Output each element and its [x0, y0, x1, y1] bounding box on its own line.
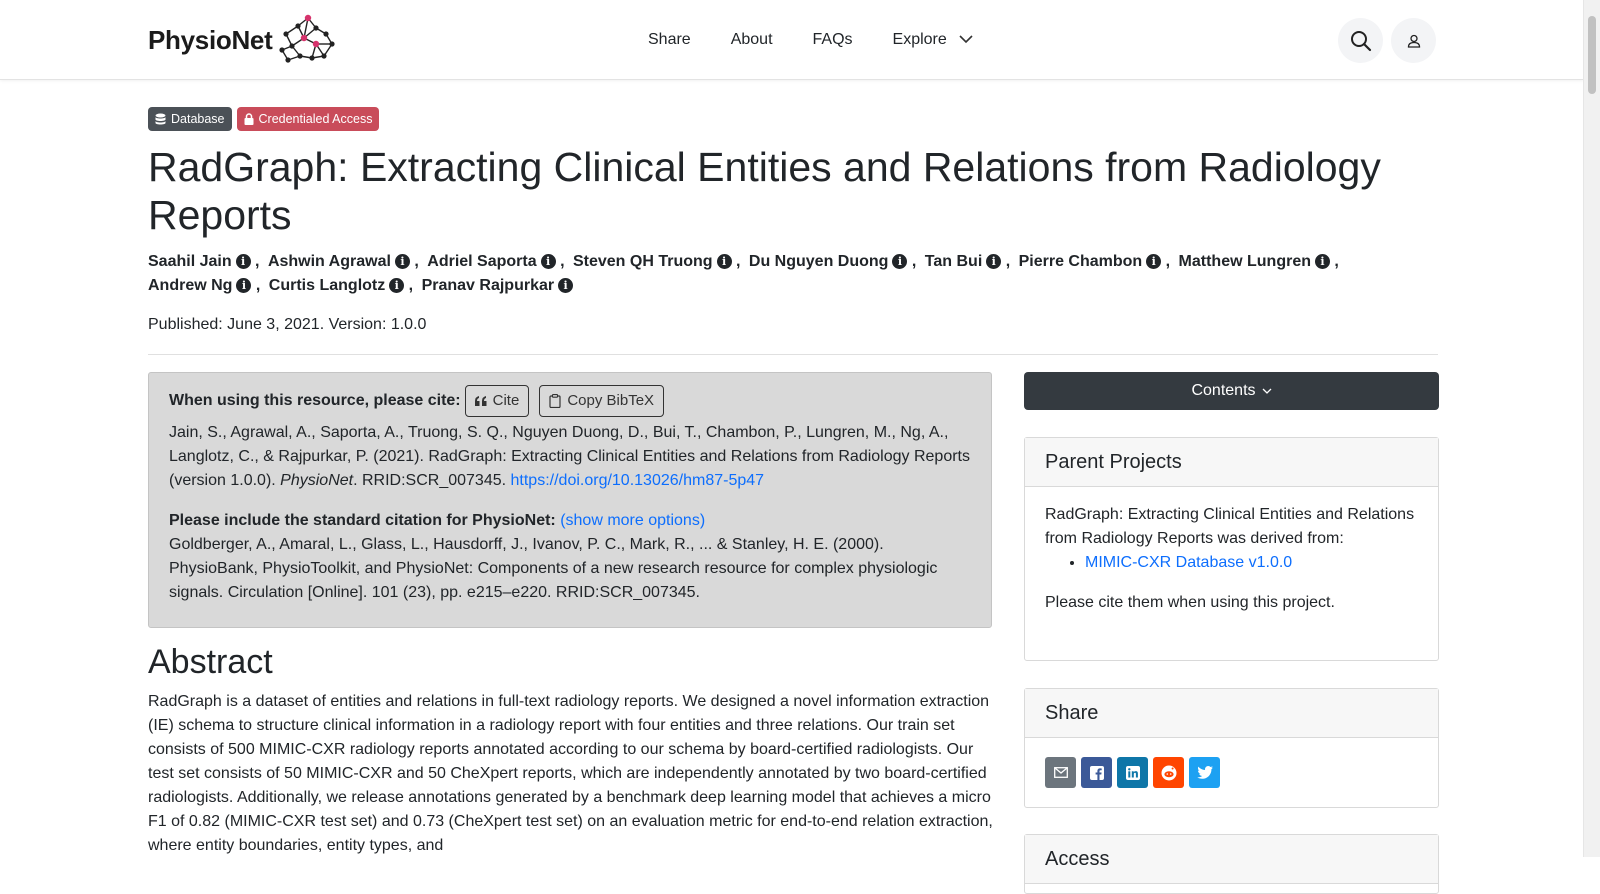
- list-item: [1085, 551, 1418, 575]
- author-separator: ,: [404, 277, 414, 294]
- header-divider: [148, 354, 1438, 355]
- lock-icon: [244, 113, 254, 125]
- author-item: [148, 274, 260, 298]
- author-info-icon[interactable]: i: [389, 278, 404, 293]
- contents-button-label: Contents: [1191, 382, 1256, 399]
- abstract-heading: Abstract: [148, 643, 273, 681]
- scrollbar-thumb[interactable]: [1588, 16, 1596, 94]
- standard-citation-text: Goldberger, A., Amaral, L., Glass, L., Hausdorff, J., Ivanov, P. C., Mark, R., ... & Stanley, H. E. (2000). PhysioBank, PhysioToolkit, and PhysioNet: Components of a new research resource for complex physiologic signals. Circulation [Online]. 101 (23), pp. e215–e220. RRID:SCR_007345.: [169, 536, 938, 601]
- author-info-icon[interactable]: i: [541, 254, 556, 269]
- copy-bibtex-label: Copy BibTeX: [567, 392, 655, 409]
- chevron-down-icon: [1262, 388, 1272, 395]
- facebook-icon: [1090, 766, 1104, 780]
- copy-bibtex-button[interactable]: [539, 385, 664, 417]
- credentialed-access-badge: [237, 107, 380, 131]
- author-name: Matthew Lungren: [1178, 253, 1311, 270]
- nav-about[interactable]: About: [730, 30, 773, 48]
- search-button[interactable]: [1338, 18, 1383, 63]
- author-separator: ,: [251, 277, 261, 294]
- author-item: [1019, 250, 1170, 274]
- envelope-icon: [1054, 767, 1068, 778]
- database-badge: [148, 107, 232, 131]
- project-badges: [148, 107, 384, 131]
- nav-explore-dropdown[interactable]: [893, 31, 973, 49]
- brand-logo-link[interactable]: [148, 14, 336, 66]
- brand-name: PhysioNet: [148, 24, 273, 55]
- author-name: Tan Bui: [924, 253, 983, 270]
- author-name: Pierre Chambon: [1018, 253, 1143, 270]
- nav-explore-label: Explore: [892, 30, 947, 48]
- author-separator: ,: [1161, 253, 1171, 270]
- database-badge-label: Database: [171, 112, 225, 126]
- share-card: [1024, 688, 1439, 808]
- citation-doi-link[interactable]: https://doi.org/10.13026/hm87-5p47: [510, 472, 765, 489]
- chevron-down-icon: [959, 35, 973, 44]
- author-info-icon[interactable]: i: [1315, 254, 1330, 269]
- share-card-title: Share: [1025, 689, 1438, 738]
- author-name: Pranav Rajpurkar: [421, 277, 555, 294]
- quote-icon: [475, 396, 487, 406]
- author-separator: ,: [250, 253, 260, 270]
- author-name: Ashwin Agrawal: [267, 253, 391, 270]
- author-info-icon[interactable]: i: [558, 278, 573, 293]
- clipboard-icon: [549, 394, 561, 408]
- nav-share[interactable]: Share: [648, 30, 691, 48]
- mimic-cxr-link[interactable]: MIMIC-CXR Database v1.0.0: [1085, 554, 1293, 571]
- parent-projects-list: [1045, 551, 1418, 575]
- standard-citation: [169, 509, 971, 605]
- physionet-network-logo-icon: [278, 14, 336, 66]
- account-button[interactable]: [1391, 18, 1436, 63]
- citation-text: [169, 421, 971, 493]
- author-info-icon[interactable]: i: [892, 254, 907, 269]
- access-card-title: Access: [1025, 835, 1438, 884]
- abstract-text: RadGraph is a dataset of entities and relations in full-text radiology reports. We designed a novel information extraction (IE) schema to structure clinical information in a radiology report with four entities and three relations. Our train set consists of 500 MIMIC-CXR radiology reports annotated according to our schema by board-certified radiologists. Our test set consists of 50 MIMIC-CXR and 50 CheXpert reports, which are independently annotated by two board-certified radiologists. Additionally, we release annotations generated by a benchmark deep learning model that achieves a micro F1 of 0.82 (MIMIC-CXR test set) and 0.73 (CheXpert test set) on an evaluation metric for end-to-end relation extraction, where entity boundaries, entity types, and: [148, 693, 993, 854]
- author-name: Adriel Saporta: [427, 253, 537, 270]
- citation-journal: PhysioNet: [280, 472, 354, 489]
- author-info-icon[interactable]: i: [236, 278, 251, 293]
- share-twitter-button[interactable]: [1189, 757, 1220, 788]
- author-separator: ,: [731, 253, 741, 270]
- author-info-icon[interactable]: i: [717, 254, 732, 269]
- author-item: [1179, 250, 1339, 274]
- nav-faqs[interactable]: FAQs: [812, 30, 853, 48]
- reddit-icon: [1161, 765, 1177, 781]
- author-name: Curtis Langlotz: [268, 277, 386, 294]
- author-item: [427, 250, 564, 274]
- database-icon: [155, 113, 166, 125]
- published-info: Published: June 3, 2021. Version: 1.0.0: [148, 316, 427, 333]
- author-separator: ,: [1001, 253, 1011, 270]
- twitter-icon: [1197, 766, 1213, 779]
- author-name: Saahil Jain: [148, 253, 232, 270]
- author-name: Andrew Ng: [148, 277, 233, 294]
- share-email-button[interactable]: [1045, 757, 1076, 788]
- citation-heading: When using this resource, please cite:: [169, 392, 461, 409]
- linkedin-icon: [1126, 766, 1140, 780]
- cite-button[interactable]: [465, 385, 530, 417]
- author-separator: ,: [1329, 253, 1339, 270]
- author-separator: ,: [555, 253, 565, 270]
- access-card: [1024, 834, 1439, 894]
- author-info-icon[interactable]: i: [1146, 254, 1161, 269]
- credentialed-access-label: Credentialed Access: [258, 112, 373, 126]
- author-name: Du Nguyen Duong: [748, 253, 889, 270]
- author-item: [148, 250, 259, 274]
- page-title: RadGraph: Extracting Clinical Entities and Relations from Radiology Reports: [148, 144, 1381, 238]
- author-item: [749, 250, 916, 274]
- author-info-icon[interactable]: i: [236, 254, 251, 269]
- author-info-icon[interactable]: i: [986, 254, 1001, 269]
- author-item: [573, 250, 740, 274]
- citation-rrid: . RRID:SCR_007345.: [353, 472, 507, 489]
- person-icon: [1407, 34, 1421, 48]
- author-item: [422, 274, 574, 298]
- standard-citation-heading: Please include the standard citation for PhysioNet:: [169, 512, 556, 529]
- share-reddit-button[interactable]: [1153, 757, 1184, 788]
- parent-projects-intro: RadGraph: Extracting Clinical Entities and Relations from Radiology Reports was derived from:: [1045, 506, 1415, 547]
- main-nav: [648, 0, 1013, 79]
- show-more-options-link[interactable]: (show more options): [560, 512, 706, 529]
- author-name: Steven QH Truong: [572, 253, 713, 270]
- citation-box: [148, 372, 992, 628]
- contents-dropdown-button[interactable]: [1024, 372, 1439, 410]
- top-navbar: [0, 0, 1584, 80]
- cite-button-label: Cite: [492, 392, 520, 409]
- author-item: [268, 250, 419, 274]
- author-list: [148, 250, 1438, 298]
- author-info-icon[interactable]: i: [395, 254, 410, 269]
- parent-projects-outro: Please cite them when using this project.: [1045, 594, 1335, 611]
- author-item: [925, 250, 1010, 274]
- parent-projects-title: Parent Projects: [1025, 438, 1438, 487]
- author-separator: ,: [409, 253, 419, 270]
- author-item: [269, 274, 413, 298]
- author-separator: ,: [907, 253, 917, 270]
- citation-authors-title: Jain, S., Agrawal, A., Saporta, A., Truong, S. Q., Nguyen Duong, D., Bui, T., Chambon, P., Lungren, M., Ng, A., Langlotz, C., & Rajpurkar, P. (2021). RadGraph: Extracting Clinical Entities and Relations from Radiology Reports (version 1.0.0).: [169, 424, 970, 489]
- page-scrollbar[interactable]: [1583, 0, 1600, 857]
- parent-projects-card: [1024, 437, 1439, 661]
- search-icon: [1350, 30, 1372, 52]
- share-linkedin-button[interactable]: [1117, 757, 1148, 788]
- share-facebook-button[interactable]: [1081, 757, 1112, 788]
